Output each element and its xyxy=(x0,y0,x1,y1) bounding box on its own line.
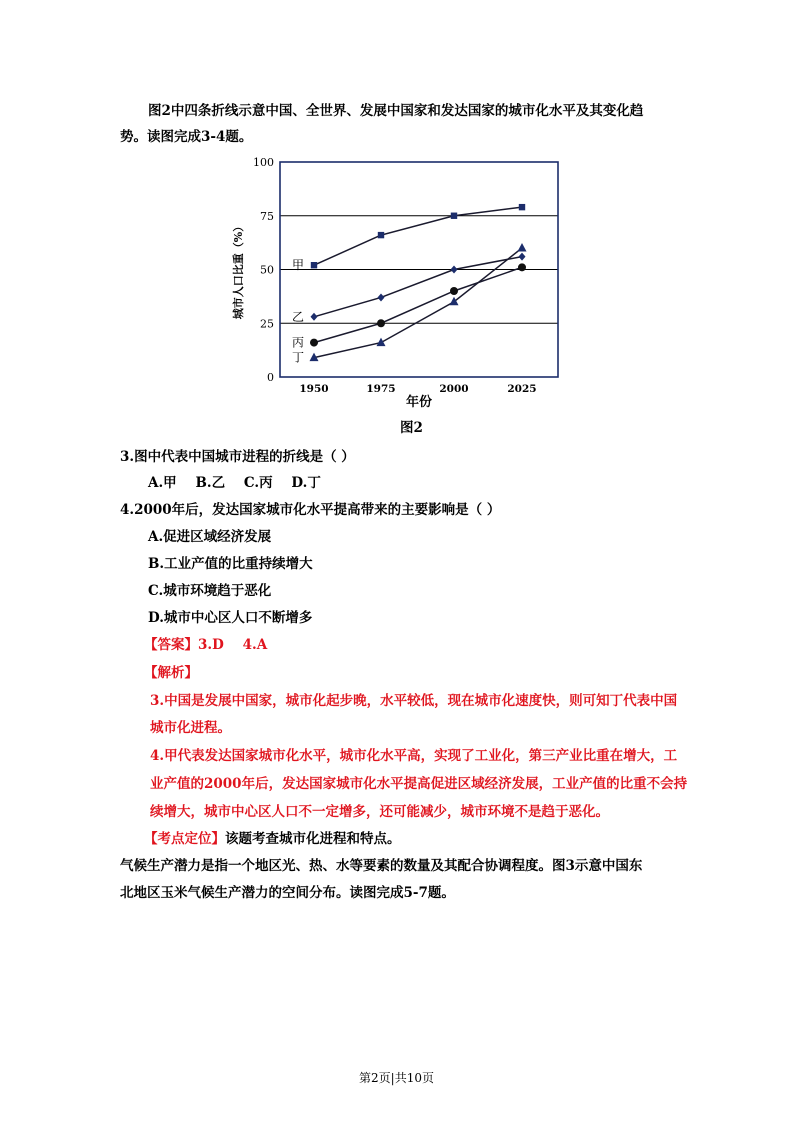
next-intro-line-2: 北地区玉米气候生产潜力的空间分布。读图完成5-7题。 xyxy=(120,885,455,901)
y-tick-75: 75 xyxy=(260,209,274,223)
point-甲-1975 xyxy=(378,232,384,238)
series-layer xyxy=(292,204,527,365)
intro-line-2: 势。读图完成3-4题。 xyxy=(120,129,253,145)
series-label-乙: 乙 xyxy=(291,309,305,324)
analysis-p2-line-2: 业产值的2000年后，发达国家城市化水平提高促进区域经济发展，工业产值的比重不会持 xyxy=(150,776,688,792)
x-tick-2025: 2025 xyxy=(507,383,537,395)
series-label-甲: 甲 xyxy=(291,258,305,273)
y-tick-labels xyxy=(253,156,274,384)
kaodian-line xyxy=(144,827,401,847)
point-乙-1950 xyxy=(311,313,318,321)
point-甲-2000 xyxy=(451,213,457,219)
point-甲-1950 xyxy=(311,262,317,268)
question-4-option-b: B.工业产值的比重持续增大 xyxy=(148,556,313,572)
question-4-option-d: D.城市中心区人口不断增多 xyxy=(148,610,313,626)
y-tick-25: 25 xyxy=(260,317,274,331)
question-3-options: A.甲 B.乙 C.丙 D.丁 xyxy=(148,475,321,491)
series-label-丙: 丙 xyxy=(291,335,305,350)
y-tick-100: 100 xyxy=(253,156,274,169)
question-3-stem: 3.图中代表中国城市进程的折线是（ ） xyxy=(120,449,355,465)
series-label-丁: 丁 xyxy=(291,350,305,365)
series-line-丁 xyxy=(314,248,522,358)
point-丙-2025 xyxy=(518,263,526,271)
answer-value: 3.D 4.A xyxy=(198,637,268,653)
series-丁 xyxy=(292,243,527,365)
x-tick-1975: 1975 xyxy=(366,383,396,395)
kaodian-label: 【考点定位】 xyxy=(144,831,225,847)
y-tick-50: 50 xyxy=(260,263,274,277)
y-axis-label: 城市人口比重（%） xyxy=(232,220,245,320)
point-丁-1975 xyxy=(377,338,386,347)
kaodian-text: 该题考查城市化进程和特点。 xyxy=(225,831,401,847)
analysis-p2-line-3: 续增大，城市中心区人口不一定增多，还可能减少，城市环境不是趋于恶化。 xyxy=(150,804,609,820)
point-丙-1975 xyxy=(377,319,385,327)
point-丙-1950 xyxy=(310,339,318,347)
page-footer: 第2页|共10页 xyxy=(359,1071,434,1085)
y-tick-0: 0 xyxy=(267,371,274,384)
x-tick-labels xyxy=(299,383,536,395)
question-4-option-c: C.城市环境趋于恶化 xyxy=(148,583,272,599)
point-甲-2025 xyxy=(519,204,525,210)
urbanization-chart xyxy=(226,152,566,412)
analysis-p2-line-1: 4.甲代表发达国家城市化水平，城市化水平高，实现了工业化，第三产业比重在增大，工 xyxy=(150,748,678,764)
series-丙 xyxy=(292,263,526,349)
x-tick-2000: 2000 xyxy=(439,383,469,395)
analysis-p1-line-1: 3.中国是发展中国家，城市化起步晚，水平较低，现在城市化速度快，则可知丁代表中国 xyxy=(150,693,678,709)
series-line-丙 xyxy=(314,267,522,342)
x-tick-1950: 1950 xyxy=(299,383,329,395)
point-丁-2000 xyxy=(450,297,459,306)
intro-line-1: 图2中四条折线示意中国、全世界、发展中国家和发达国家的城市化水平及其变化趋 xyxy=(148,103,644,119)
point-丙-2000 xyxy=(450,287,458,295)
series-line-乙 xyxy=(314,257,522,317)
analysis-p1-line-2: 城市化进程。 xyxy=(150,720,231,736)
question-4-option-a: A.促进区域经济发展 xyxy=(148,529,272,545)
answer-label: 【答案】 xyxy=(144,637,198,653)
figure-caption: 图2 xyxy=(400,420,423,436)
series-乙 xyxy=(292,253,526,324)
point-丁-2025 xyxy=(518,243,527,252)
x-axis-label: 年份 xyxy=(405,395,433,410)
next-intro-line-1: 气候生产潜力是指一个地区光、热、水等要素的数量及其配合协调程度。图3示意中国东 xyxy=(120,858,643,874)
point-乙-1975 xyxy=(378,293,385,301)
point-乙-2000 xyxy=(451,266,458,274)
analysis-label: 【解析】 xyxy=(144,665,198,681)
question-4-stem: 4.2000年后，发达国家城市化水平提高带来的主要影响是（ ） xyxy=(120,502,501,518)
answer-line xyxy=(144,633,267,653)
point-乙-2025 xyxy=(519,253,526,261)
